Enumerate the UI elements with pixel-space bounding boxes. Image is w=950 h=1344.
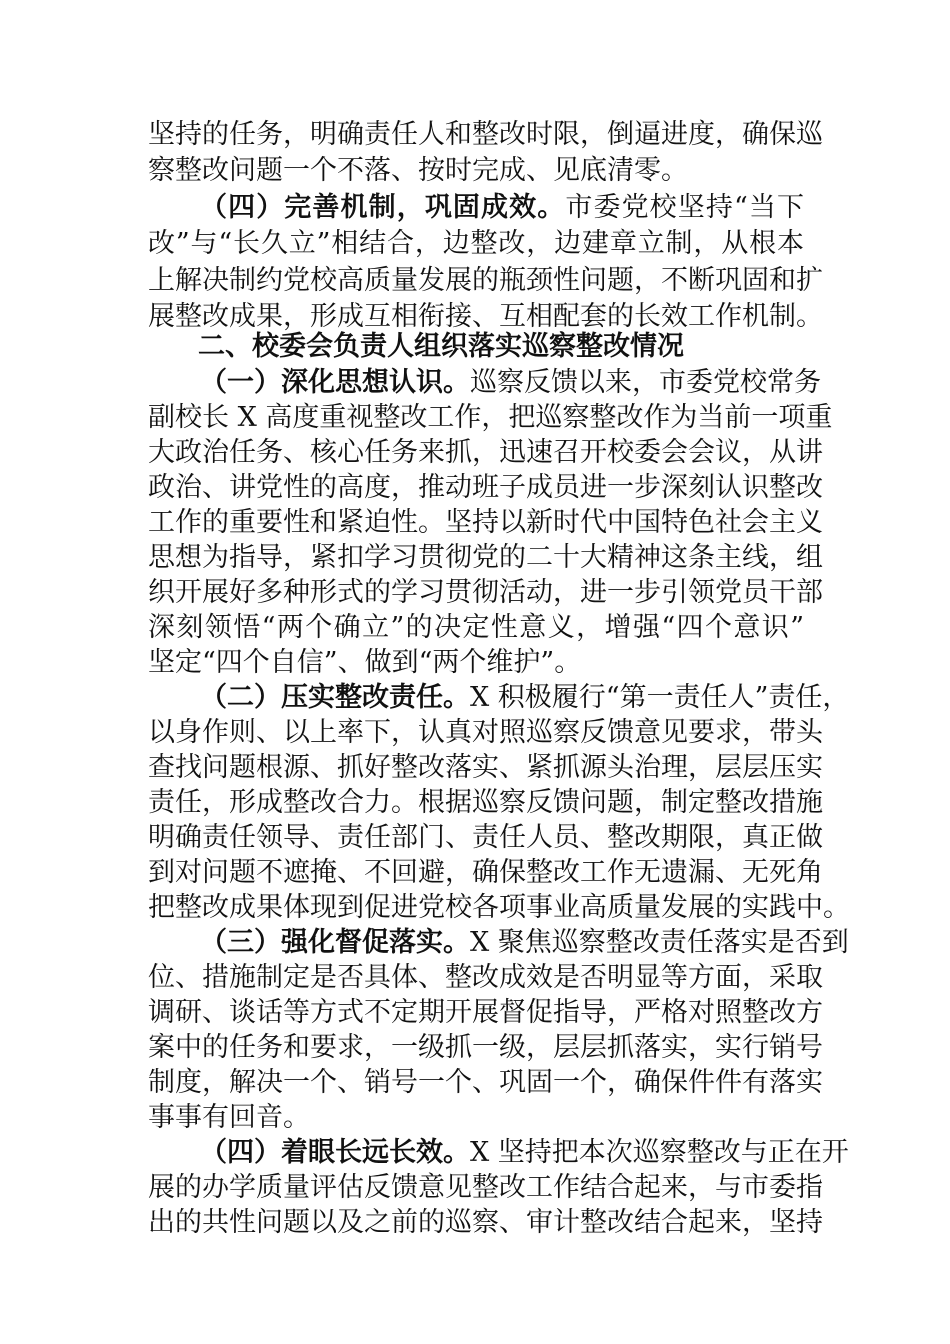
paragraph-5-line-5: 制度，解决一个、销号一个、巩固一个，确保件件有落实 — [148, 1067, 823, 1098]
paragraph-6-line-2: 展的办学质量评估反馈意见整改工作结合起来，与市委指 — [148, 1172, 823, 1203]
paragraph-4-lead: （二）压实整改责任。 — [200, 682, 470, 713]
paragraph-3-line-4: 政治、讲党性的高度，推动班子成员进一步深刻认识整改 — [148, 472, 823, 503]
paragraph-5-lead: （三）强化督促落实。 — [200, 927, 470, 958]
paragraph-5-line-4: 案中的任务和要求，一级抓一级，层层抓落实，实行销号 — [148, 1032, 823, 1063]
paragraph-5-line-6: 事事有回音。 — [148, 1102, 310, 1133]
paragraph-6-lead: （四）着眼长远长效。 — [200, 1137, 470, 1168]
paragraph-3-line-2: 副校长 X 高度重视整改工作，把巡察整改作为当前一项重 — [148, 402, 833, 433]
paragraph-3-line-8: 深刻领悟“两个确立”的决定性意义，增强“四个意识” — [148, 612, 804, 643]
paragraph-3-line-9: 坚定“四个自信”、做到“两个维护”。 — [148, 647, 582, 678]
paragraph-2-line-1-text: 市委党校坚持“当下 — [565, 192, 804, 223]
paragraph-2-line-4: 展整改成果，形成互相衔接、互相配套的长效工作机制。 — [148, 301, 823, 332]
paragraph-2-line-1 — [200, 188, 804, 228]
paragraph-5-line-2: 位、措施制定是否具体、整改成效是否明显等方面，采取 — [148, 962, 823, 993]
paragraph-3-line-6: 思想为指导，紧扣学习贯彻党的二十大精神这条主线，组 — [148, 542, 823, 573]
paragraph-4-line-2: 以身作则、以上率下，认真对照巡察反馈意见要求，带头 — [148, 717, 823, 748]
paragraph-6-line-3: 出的共性问题以及之前的巡察、审计整改结合起来，坚持 — [148, 1207, 823, 1238]
paragraph-2-line-2: 改”与“长久立”相结合，边整改，边建章立制，从根本 — [148, 228, 804, 259]
section-heading: 二、校委会负责人组织落实巡察整改情况 — [198, 331, 684, 362]
paragraph-3-line-1-text: 巡察反馈以来，市委党校常务 — [470, 367, 821, 398]
paragraph-4-line-1-text: X 积极履行“第一责任人”责任， — [470, 682, 850, 713]
paragraph-3-line-3: 大政治任务、核心任务来抓，迅速召开校委会会议，从讲 — [148, 437, 823, 468]
paragraph-4-line-4: 责任，形成整改合力。根据巡察反馈问题，制定整改措施 — [148, 787, 823, 818]
paragraph-5-line-3: 调研、谈话等方式不定期开展督促指导，严格对照整改方 — [148, 997, 823, 1028]
paragraph-4-line-5: 明确责任领导、责任部门、责任人员、整改期限，真正做 — [148, 822, 823, 853]
paragraph-6-line-1-text: X 坚持把本次巡察整改与正在开 — [470, 1137, 849, 1168]
paragraph-1-line-2: 察整改问题一个不落、按时完成、见底清零。 — [148, 155, 688, 186]
paragraph-4-line-3: 查找问题根源、抓好整改落实、紧抓源头治理，层层压实 — [148, 752, 823, 783]
paragraph-3-lead: （一）深化思想认识。 — [200, 367, 470, 398]
paragraph-2-line-3: 上解决制约党校高质量发展的瓶颈性问题，不断巩固和扩 — [148, 265, 823, 296]
paragraph-4-line-1 — [200, 678, 850, 718]
paragraph-4-line-6: 到对问题不遮掩、不回避，确保整改工作无遗漏、无死角 — [148, 857, 823, 888]
paragraph-4-line-7: 把整改成果体现到促进党校各项事业高质量发展的实践中。 — [148, 892, 850, 923]
paragraph-3-line-5: 工作的重要性和紧迫性。坚持以新时代中国特色社会主义 — [148, 507, 823, 538]
paragraph-1-line-1: 坚持的任务，明确责任人和整改时限，倒逼进度，确保巡 — [148, 119, 823, 150]
paragraph-6-line-1 — [200, 1133, 849, 1173]
paragraph-3-line-7: 织开展好多种形式的学习贯彻活动，进一步引领党员干部 — [148, 577, 823, 608]
paragraph-5-line-1-text: X 聚焦巡察整改责任落实是否到 — [470, 927, 849, 958]
paragraph-5-line-1 — [200, 923, 849, 963]
paragraph-2-lead: （四）完善机制，巩固成效。 — [200, 192, 566, 223]
paragraph-3-line-1 — [200, 363, 821, 403]
